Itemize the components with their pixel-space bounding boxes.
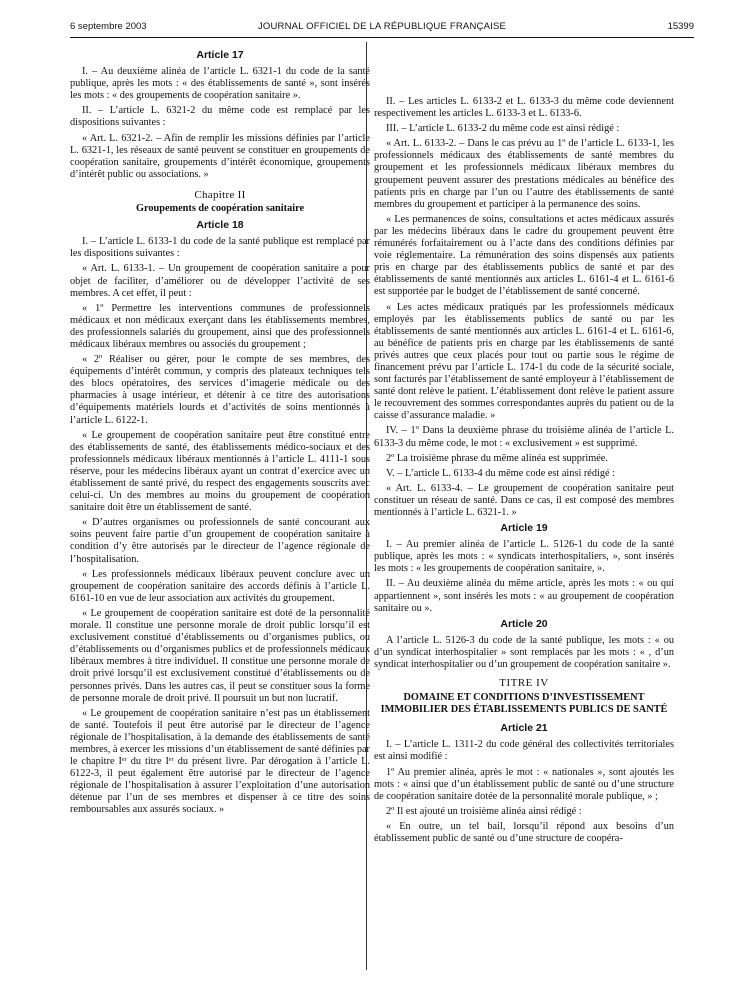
paragraph: « 1º Permettre les interventions communes de professionnels médicaux et non médicaux exerçant dans les établissements membres, des professionnels salariés du groupement, ainsi que des professionnels médicaux libéraux membres ou associés du groupement ; [70, 302, 370, 350]
paragraph: II. – Les articles L. 6133-2 et L. 6133-3 du même code deviennent respectivement les articles L. 6133-3 et L. 6133-6. [374, 96, 674, 120]
paragraph: « 2º Réaliser ou gérer, pour le compte de ses membres, des équipements d’intérêt commun, y compris des plateaux techniques tels des blocs opératoires, des services d’imagerie médicale ou des pharmacies à usage intérieur, et détenir à ce titre des autorisations d’équipements matériels lourds et d’activités de soins mentionnés à l’article L. 6122-1. [70, 354, 370, 426]
paragraph: « Art. L. 6133-4. – Le groupement de coopération sanitaire peut constituer un réseau de santé. Dans ce cas, il est composé des membres mentionnés à l’article L. 6321-1. » [374, 482, 674, 518]
paragraph: II. – L’article L. 6321-2 du même code est remplacé par les dispositions suivantes : [70, 105, 370, 129]
chapter-heading: Chapitre II [194, 188, 246, 201]
left-column [70, 48, 370, 820]
right-column [374, 96, 674, 848]
paragraph: I. – Au premier alinéa de l’article L. 5126-1 du code de la santé publique, après les mots : « syndicats interhospitaliers, », sont insérés les mots : « les groupements de coopération sanitaire, ». [374, 539, 674, 575]
paragraph: III. – L’article L. 6133-2 du même code est ainsi rédigé : [386, 123, 620, 135]
paragraph: « Les permanences de soins, consultations et actes médicaux assurés par les médecins libéraux dans le cadre du groupement peuvent être rémunérés forfaitairement ou à l’acte dans des conditions définies par voie réglementaire. La rémunération des soins dispensés aux patients pris en charge par des établissements publics de santé et par des établissements de santé mentionnés aux articles L. 6161-4 et L. 6161-6 est supportée par le budget de l’établissement de santé concerné. [374, 213, 674, 298]
paragraph: « D’autres organismes ou professionnels de santé concourant aux soins peuvent faire partie d’un groupement de coopération sanitaire à condition d’y être autorisés par le directeur de l’agence régionale de l’hospitalisation. [70, 517, 370, 565]
paragraph: I. – L’article L. 1311-2 du code général des collectivités territoriales est ainsi modifié : [374, 739, 674, 763]
paragraph: « Le groupement de coopération sanitaire est doté de la personnalité morale. Il constitue une personne morale de droit public lorsqu’il est exclusivement constitué d’établissements ou d’organismes publics, ou d’établissements ou d’organismes publics et de professionnels médicaux libéraux membres à titre individuel. Il constitue une personne morale de droit privé lorsqu’il est exclusivement constitué d’établissements ou de personnes privés. Dans les autres cas, il peut se constituer sous la forme de personne morale de droit privé. Il poursuit un but non lucratif. [70, 607, 370, 704]
article-19-heading: Article 19 [500, 522, 548, 535]
paragraph: « Art. L. 6133-1. – Un groupement de coopération sanitaire a pour objet de faciliter, d’améliorer ou de développer l’activité de ses membres. A cet effet, il peut : [70, 263, 370, 299]
header-rule [70, 37, 694, 38]
paragraph: « Art. L. 6133-2. – Dans le cas prévu au 1º de l’article L. 6133-1, les professionnels médicaux des établissements de santé membres du groupement et les professionnels médicaux libéraux membres du groupement peuvent assurer des prestations médicales au bénéfice des patients pris en charge par l’un ou l’autre des établissements de santé membres du groupement et participer à la permanence des soins. [374, 138, 674, 210]
chapter-title: Groupements de coopération sanitaire [135, 203, 305, 215]
article-20-heading: Article 20 [500, 617, 548, 630]
header-page-number: 15399 [667, 21, 694, 32]
titre-description: DOMAINE ET CONDITIONS D’INVESTISSEMENT IMMOBILIER DES ÉTABLISSEMENTS PUBLICS DE SANTÉ [380, 692, 668, 716]
header-date: 6 septembre 2003 [70, 21, 147, 32]
paragraph: 2º La troisième phrase du même alinéa est supprimée. [386, 452, 608, 464]
paragraph: « Art. L. 6321-2. – Afin de remplir les missions définies par l’article L. 6321-1, les réseaux de santé peuvent se constituer en groupements de coopération sanitaire, groupements d’intérêt économique, groupements d’intérêt public ou associations. » [70, 132, 370, 180]
article-21-heading: Article 21 [500, 722, 548, 735]
paragraph: « Le groupement de coopération sanitaire n’est pas un établissement de santé. Toutefois il peut être autorisé par le directeur de l’agence régionale de l’hospitalisation, à la demande des établissements de santé membres, à exercer les missions d’un établissement de santé définies par le chapitre Iᵉʳ du titre Iᵉʳ du présent livre. Par dérogation à l’article L. 6122-3, il peut également être autorisé par le directeur de l’agence régionale de l’hospitalisation à assurer l’exploitation d’une autorisation détenue par l’un de ses membres et dispenser à ce titre des soins remboursables aux assurés sociaux. » [70, 707, 370, 816]
paragraph: 1º Au premier alinéa, après le mot : « nationales », sont ajoutés les mots : « ainsi que d’un établissement public de santé ou d’une structure de coopération sanitaire dotée de la personnalité morale publique, » ; [374, 766, 674, 802]
paragraph: II. – Au deuxième alinéa du même article, après les mots : « ou qui appartiennent », sont insérés les mots : « au groupement de coopération sanitaire ou ». [374, 578, 674, 614]
article-17-heading: Article 17 [196, 49, 244, 61]
paragraph: « Les professionnels médicaux libéraux peuvent conclure avec un groupement de coopération sanitaire des accords définis à l’article L. 6161-10 en vue de leur association aux activités du groupement. [70, 568, 370, 604]
paragraph: « Les actes médicaux pratiqués par les professionnels médicaux employés par les établissements publics de santé ou par les établissements de santé mentionnés aux articles L. 6161-4 et L. 6161-6, au bénéfice de patients pris en charge par les établissements de santé privés autres que ceux placés pour tout ou partie sous le régime de financement prévu par l’article L. 174-1 du code de la sécurité sociale, sont facturés par l’établissement de santé employeur à l’établissement de santé dont relève le patient. L’établissement dont relève le patient assure le recouvrement des sommes correspondantes auprès du patient ou de la caisse d’assurance maladie. » [374, 301, 674, 422]
page-header [70, 21, 694, 35]
header-journal-title: JOURNAL OFFICIEL DE LA RÉPUBLIQUE FRANÇAISE [257, 21, 507, 32]
paragraph: 2º Il est ajouté un troisième alinéa ainsi rédigé : [386, 805, 582, 817]
paragraph: I. – Au deuxième alinéa de l’article L. 6321-1 du code de la santé publique, après les mots : « des établissements de santé », sont insérés les mots : « des groupements de coopération sanitaire ». [70, 66, 370, 102]
paragraph: « En outre, un tel bail, lorsqu’il répond aux besoins d’un établissement public de santé ou d’une structure de coopéra- [374, 820, 674, 844]
paragraph: « Le groupement de coopération sanitaire peut être constitué entre des établissements de santé, des établissements médico-sociaux et des professionnels médicaux libéraux mentionnés à l’article L. 4111-1 sous réserve, pour les médecins libéraux ayant un contrat d’exercice avec un établissement de santé privé, du respect des engagements souscrits avec celui-ci. Un des membres au moins du groupement de coopération sanitaire doit être un établissement de santé. [70, 429, 370, 514]
paragraph: V. – L’article L. 6133-4 du même code est ainsi rédigé : [386, 467, 616, 479]
paragraph: A l’article L. 5126-3 du code de la santé publique, les mots : « ou d’un syndicat interhospitalier » sont remplacés par les mots : « , d’un syndicat interhospitalier ou d’un groupement de coopération sanitaire ». [374, 634, 674, 671]
paragraph: IV. – 1º Dans la deuxième phrase du troisième alinéa de l’article L. 6133-3 du même code, le mot : « exclusivement » est supprimé. [374, 425, 674, 449]
paragraph: I. – L’article L. 6133-1 du code de la santé publique est remplacé par les dispositions suivantes : [70, 236, 370, 260]
titre-heading: TITRE IV [499, 677, 549, 690]
article-18-heading: Article 18 [196, 219, 244, 232]
